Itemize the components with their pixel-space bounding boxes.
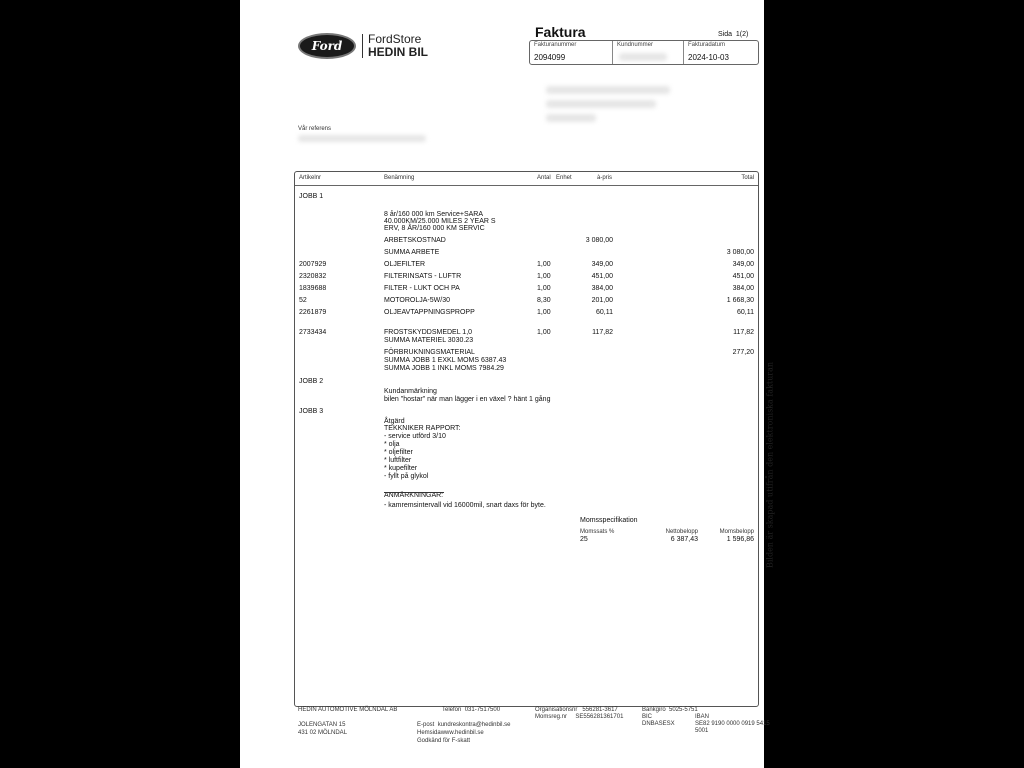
invoice-title: Faktura xyxy=(535,24,586,40)
row-description: * luftfilter xyxy=(384,457,412,464)
row-description: * kupefilter xyxy=(384,465,418,472)
footer-web: Hemsidawww.hedinbil.se xyxy=(417,730,484,736)
row-description: FILTER - LUKT OCH PA xyxy=(384,285,460,292)
row-unit-price: 384,00 xyxy=(591,285,613,292)
row-description: * oljefilter xyxy=(384,449,413,456)
vat-rate-label: Momssats % xyxy=(580,529,615,535)
col-header-total: Total xyxy=(741,175,754,181)
header-rule xyxy=(295,185,758,186)
col-header-antal: Antal xyxy=(537,175,551,181)
footer-vatreg: Momsreg.nr SE556281361701 xyxy=(535,714,624,720)
row-description: SUMMA JOBB 1 EXKL MOMS 6387.43 xyxy=(384,357,507,364)
row-total: 117,82 xyxy=(733,329,754,336)
row-artikelnr: 2320832 xyxy=(299,273,327,280)
row-description: TEKKNIKER RAPPORT: xyxy=(384,425,461,432)
row-description: - fyllt på glykol xyxy=(384,473,429,480)
customer-number-cell xyxy=(613,41,684,64)
row-description: MOTOROLJA-5W/30 xyxy=(384,297,450,304)
brand-line-2: HEDIN BIL xyxy=(368,45,428,59)
row-description: SUMMA MATERIEL 3030.23 xyxy=(384,337,474,344)
customer-number-label: Kundnummer xyxy=(617,42,654,48)
redacted-address-line xyxy=(546,86,670,94)
row-description: * olja xyxy=(384,441,400,448)
footer-street: JOLENGATAN 15 xyxy=(298,722,346,728)
footer-bic: DNBASESX xyxy=(642,721,675,727)
footer-phone: Telefon 031-7517500 xyxy=(442,707,501,713)
electronic-invoice-note: Bilden är skapad utifrån den elektroniska fakturan xyxy=(765,361,775,569)
row-artikelnr: JOBB 3 xyxy=(299,408,324,415)
col-header-apris: à-pris xyxy=(597,175,613,181)
row-description: Åtgärd xyxy=(384,418,405,425)
row-total: 60,11 xyxy=(737,309,754,316)
invoice-date-label: Fakturadatum xyxy=(688,42,726,48)
row-description: OLJEFILTER xyxy=(384,261,426,268)
row-description: ERV, 8 ÅR/160 000 KM SERVIC xyxy=(384,225,485,232)
vat-amount: 1 596,86 xyxy=(726,536,754,543)
row-quantity: 1,00 xyxy=(537,329,551,336)
col-header-benamning: Benämning xyxy=(384,175,415,181)
row-artikelnr: 52 xyxy=(299,297,307,304)
footer-bankgiro: Bankgiro 5025-5751 xyxy=(642,707,698,713)
footer-email: E-post kundreskontra@hedinbil.se xyxy=(417,722,511,728)
row-artikelnr: JOBB 1 xyxy=(299,193,324,200)
vat-net-label: Nettobelopp xyxy=(665,529,698,535)
row-description: FÖRBRUKNINGSMATERIAL xyxy=(384,349,475,356)
footer-company: HEDIN AUTOMOTIVE MÖLNDAL AB xyxy=(298,707,398,713)
items-table xyxy=(294,171,759,707)
remarks-underline xyxy=(384,492,444,493)
row-description: SUMMA JOBB 1 INKL MOMS 7984.29 xyxy=(384,365,504,372)
invoice-number-cell xyxy=(530,41,613,64)
row-artikelnr: 2261879 xyxy=(299,309,327,316)
page-value: 1(2) xyxy=(735,31,749,38)
row-total: 384,00 xyxy=(732,285,754,292)
row-unit-price: 60,11 xyxy=(596,309,613,316)
redacted-customer-number xyxy=(619,53,667,61)
row-total: 1 668,30 xyxy=(726,297,754,304)
footer-iban-label: IBAN xyxy=(695,714,710,720)
invoice-number: 2094099 xyxy=(534,53,566,62)
redacted-address-line xyxy=(546,100,656,108)
row-artikelnr: 1839688 xyxy=(299,285,327,292)
page-number xyxy=(718,31,748,38)
redacted-address-line xyxy=(546,114,596,122)
row-total: 277,20 xyxy=(732,349,754,356)
redacted-reference xyxy=(298,135,426,142)
vat-rate: 25 xyxy=(580,536,588,543)
reference-label: Vår referens xyxy=(298,126,332,132)
brand-line-1: FordStore xyxy=(368,32,422,46)
row-total: 349,00 xyxy=(732,261,754,268)
row-quantity: 1,00 xyxy=(537,285,551,292)
row-description: OLJEAVTAPPNINGSPROPP xyxy=(384,309,475,316)
row-description: FROSTSKYDDSMEDEL 1,0 xyxy=(384,329,473,336)
invoice-date-cell xyxy=(684,41,758,64)
row-unit-price: 117,82 xyxy=(592,329,613,336)
row-description: SUMMA ARBETE xyxy=(384,249,440,256)
vat-title: Momsspecifikation xyxy=(580,517,638,524)
row-unit-price: 3 080,00 xyxy=(585,237,613,244)
footer-ftax: Godkänd för F-skatt xyxy=(417,738,471,744)
invoice-date: 2024-10-03 xyxy=(688,53,729,62)
row-unit-price: 201,00 xyxy=(591,297,613,304)
row-description: 8 år/160 000 km Service+SARA xyxy=(384,211,484,218)
row-total: 3 080,00 xyxy=(726,249,754,256)
ford-logo-icon: Ford xyxy=(298,33,356,59)
row-artikelnr: JOBB 2 xyxy=(299,378,324,385)
row-artikelnr: 2007929 xyxy=(299,261,327,268)
row-quantity: 1,00 xyxy=(537,309,551,316)
invoice-header-box xyxy=(529,40,759,65)
row-description: - service utförd 3/10 xyxy=(384,433,446,440)
footer-city: 431 02 MÖLNDAL xyxy=(298,730,348,736)
vat-net: 6 387,43 xyxy=(670,536,698,543)
row-artikelnr: 2733434 xyxy=(299,329,327,336)
row-description: - kamremsintervall vid 16000mil, snart daxs för byte. xyxy=(384,502,546,509)
footer-bic-label: BIC xyxy=(642,714,653,720)
row-unit-price: 349,00 xyxy=(591,261,613,268)
footer-iban-2: 5001 xyxy=(695,728,709,734)
col-header-artikelnr: Artikelnr xyxy=(299,175,322,181)
row-description: FILTERINSATS - LUFTR xyxy=(384,273,462,280)
row-quantity: 8,30 xyxy=(537,297,551,304)
row-description: ARBETSKOSTNAD xyxy=(384,237,446,244)
footer-org: Organisationsnr 556281-3617 xyxy=(535,707,618,713)
row-total: 451,00 xyxy=(732,273,754,280)
row-description: 40.000KM/25.000 MILES 2 YEAR S xyxy=(384,218,496,225)
row-quantity: 1,00 xyxy=(537,273,551,280)
row-quantity: 1,00 xyxy=(537,261,551,268)
row-description: bilen "hostar" när man lägger i en växel ? hänt 1 gång xyxy=(384,396,551,403)
invoice-number-label: Fakturanummer xyxy=(534,42,577,48)
page-label: Sida xyxy=(718,31,733,38)
invoice-page xyxy=(240,0,775,768)
logo-divider xyxy=(362,34,363,58)
row-description: ANMÄRKNINGAR: xyxy=(384,492,444,499)
row-description: Kundanmärkning xyxy=(384,388,437,395)
row-unit-price: 451,00 xyxy=(591,273,613,280)
col-header-enhet: Enhet xyxy=(556,175,572,181)
footer-iban-1: SE82 9190 0000 0919 5415 xyxy=(695,721,770,727)
vat-amount-label: Momsbelopp xyxy=(719,529,754,535)
